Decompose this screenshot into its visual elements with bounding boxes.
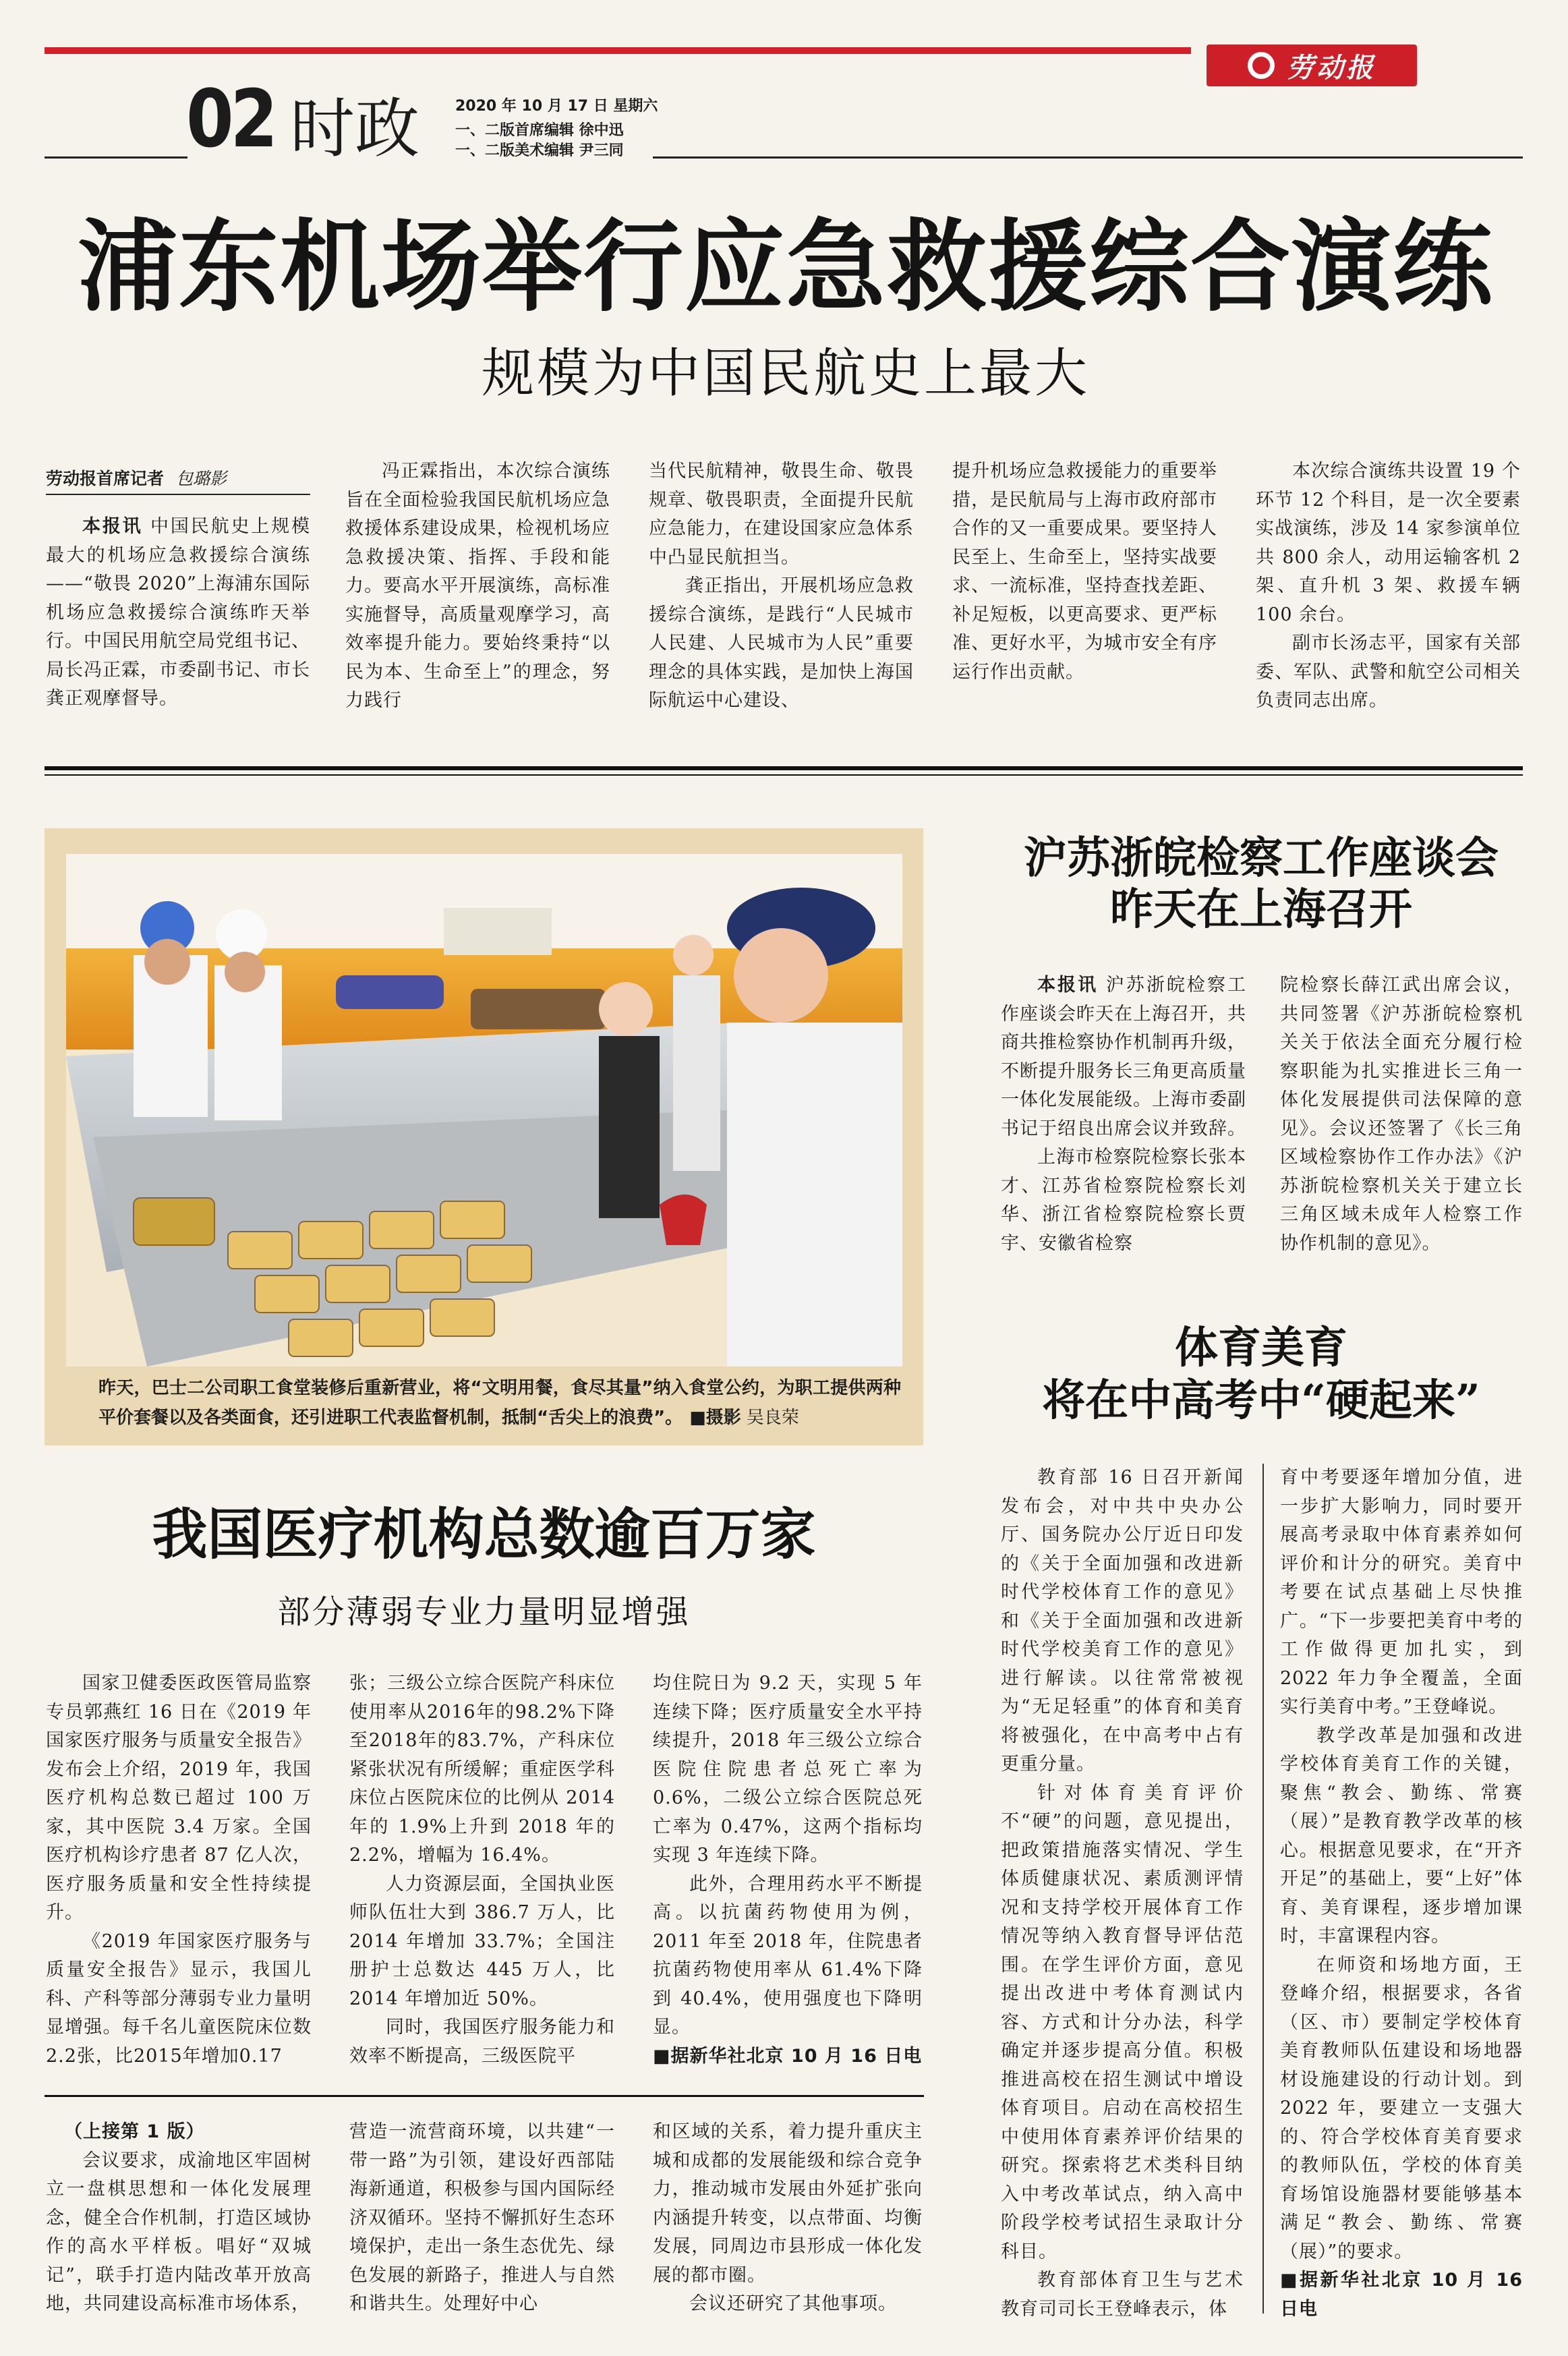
photo-caption xyxy=(98,1373,901,1433)
editor-line-1: 一、二版首席编辑 徐中迅 xyxy=(455,122,624,139)
article5-col3-para2: 会议还研究了其他事项。 xyxy=(689,2293,897,2314)
article2-col2-text: 院检察长薛江武出席会议，共同签署《沪苏浙皖检察机关关于依法全面充分履行检察职能为扎实推进长三角一体化发展提供司法保障的意见》。会议还签署了《长三角区域检察协作工作办法》《沪苏浙皖检察机关关于建立长三角区域未成年人检察工作协作机制的意见》。 xyxy=(1280,975,1523,1254)
photo-credit-name: 吴良荣 xyxy=(746,1408,799,1428)
article1-col2 xyxy=(345,457,610,716)
article1-subheadline: 规模为中国民航史上最大 xyxy=(481,343,1090,404)
article1-byline xyxy=(46,465,310,495)
article1-col5-para2: 副市长汤志平，国家有关部委、军队、武警和航空公司相关负责同志出席。 xyxy=(1256,633,1521,711)
article5-continued-label: （上接第 1 版） xyxy=(64,2121,205,2142)
article1-col3 xyxy=(649,457,914,716)
article4-col1-para2: 针对体育美育评价不“硬”的问题，意见提出，把政策措施落实情况、学生体质健康状况、素质测评情况和支持学校开展体育工作情况等纳入教育督导评估范围。在学生评价方面，意见提出改进中考体育测试内容、方式和计分办法，科学确定并逐步提高分值。积极推进高校在招生测试中增设体育项目。启动在高校招生中使用体育素养评价结果的研究。探索将艺术类科目纳入中考改革试点，纳入高中阶段学校考试招生录取计分科目。 xyxy=(1001,1782,1244,2262)
article1-col5-para1: 本次综合演练共设置 19 个环节 12 个科目，是一次全要素实战演练，涉及 14 家参演单位共 800 余人，动用运输客机 2 架、直升机 3 架、救援车辆 100 余台。 xyxy=(1256,461,1521,625)
newspaper-logo xyxy=(1207,45,1417,86)
canteen-photo xyxy=(66,854,902,1367)
article1-col1 xyxy=(46,513,310,714)
article3-signature: ■据新华社北京 10 月 16 日电 xyxy=(653,2045,923,2067)
page-number: 02 xyxy=(186,72,274,165)
article2-headline-1: 沪苏浙皖检察工作座谈会 xyxy=(1024,833,1499,884)
article1-col4-text: 提升机场应急救援能力的重要举措，是民航局与上海市政府部市合作的又一重要成果。要坚持人民至上、生命至上，坚持实战要求、一流标准，坚持查找差距、补足短板，以更高要求、更严标准、更好水平，为城市安全有序运行作出贡献。 xyxy=(952,461,1217,683)
article2-headline-2: 昨天在上海召开 xyxy=(1110,884,1412,935)
byline-name: 包璐影 xyxy=(175,469,227,488)
article4-col1 xyxy=(1001,1464,1244,2324)
article4-col2-para3: 在师资和场地方面，王登峰介绍，根据要求，各省（区、市）要制定学校体育美育教师队伍建设和场地器材设施建设的行动计划。到 2022 年，要建立一支强大的、符合学校体育美育要求的教师队伍，学校的体育美育场馆设施器材要能够基本满足“教会、勤练、常赛（展）”的要求。 xyxy=(1280,1954,1523,2262)
issue-date: 2020 年 10 月 17 日 星期六 xyxy=(455,98,658,115)
article3-col2-para1: 张；三级公立综合医院产科床位使用率从2016年的98.2%下降至2018年的83.7%，产科床位紧张状况有所缓解；重症医学科床位占医院床位的比例从 2014 年的 1.9%上升到 2018 年的 2.2%，增幅为 16.4%。 xyxy=(349,1673,615,1866)
article3-col1-para1: 国家卫健委医政医管局监察专员郭燕红 16 日在《2019 年国家医疗服务与质量安全报告》发布会上介绍，2019 年，我国医疗机构总数已超过 100 万家，其中医院 3.4 万家。全国医疗机构诊疗患者 87 亿人次，医疗服务质量和安全性持续提升。 xyxy=(46,1673,312,1923)
article4-col2 xyxy=(1280,1464,1523,2324)
article3-col2 xyxy=(349,1669,615,2071)
article5-col3-para1: 和区域的关系，着力提升重庆主城和成都的发展能级和综合竞争力，推动城市发展由外延扩张向内涵提升转变，以点带面、均衡发展，同周边市县形成一体化发展的都市圈。 xyxy=(653,2121,923,2286)
article1-col3-para2: 龚正指出，开展机场应急救援综合演练，是践行“人民城市人民建、人民城市为人民”重要理念的具体实践，是加快上海国际航运中心建设、 xyxy=(649,575,914,711)
article4-signature: ■据新华社北京 10 月 16 日电 xyxy=(1280,2270,1523,2320)
article5-col2 xyxy=(349,2118,615,2319)
caption-text: 昨天，巴士二公司职工食堂装修后重新营业，将“文明用餐，食尽其量”纳入食堂公约，为职工提供两种平价套餐以及各类面食，还引进职工代表监督机制，抵制“舌尖上的浪费”。 xyxy=(98,1378,901,1428)
article4-column-rule xyxy=(1262,1464,1264,2314)
article5-col2-text: 营造一流营商环境，以共建“一带一路”为引领，建设好西部陆海新通道，积极参与国内国际经济双循环。坚持不懈抓好生态环境保护，走出一条生态优先、绿色发展的新路子，推进人与自然和谐共生。处理好中心 xyxy=(349,2121,615,2314)
article4-col1-para3: 教育部体育卫生与艺术教育司司长王登峰表示，体 xyxy=(1001,2270,1244,2320)
byline-label: 劳动报首席记者 xyxy=(46,469,165,488)
article3-col1 xyxy=(46,1669,312,2071)
article1-lead: 本报讯 xyxy=(82,516,143,537)
article3-col2-para3: 同时，我国医疗服务能力和效率不断提高，三级医院平 xyxy=(349,2017,615,2067)
section-divider-thick xyxy=(45,766,1523,770)
article3-col3-para2: 此外，合理用药水平不断提高。以抗菌药物使用为例，2011 年至 2018 年，住院患者抗菌药物使用率从 61.4%下降到 40.4%，使用强度也下降明显。 xyxy=(653,1873,923,2038)
logo-emblem-icon xyxy=(1248,52,1275,79)
section-name: 时政 xyxy=(290,91,419,167)
article5-col3 xyxy=(653,2118,923,2319)
logo-text: 劳动报 xyxy=(1287,51,1376,84)
article4-headline-2: 将在中高考中“硬起来” xyxy=(1042,1375,1480,1426)
article3-col1-para2: 《2019 年国家医疗服务与质量安全报告》显示，我国儿科、产科等部分薄弱专业力量明显增强。每千名儿童医院床位数2.2张，比2015年增加0.17 xyxy=(46,1930,312,2067)
article5-col1-text: 会议要求，成渝地区牢固树立一盘棋思想和一体化发展理念，健全合作机制，打造区域协作的高水平样板。唱好“双城记”，联手打造内陆改革开放高地，共同建设高标准市场体系， xyxy=(46,2150,312,2314)
article2-col1-para2: 上海市检察院检察长张本才、江苏省检察院检察长刘华、浙江省检察院检察长贾宇、安徽省检察 xyxy=(1001,1147,1246,1254)
section-divider-thin xyxy=(45,774,1523,776)
top-red-rule xyxy=(45,47,1191,54)
header-left-rule xyxy=(45,156,187,159)
article1-col3-para1: 当代民航精神，敬畏生命、敬畏规章、敬畏职责，全面提升民航应急能力，在建设国家应急体系中凸显民航担当。 xyxy=(649,461,914,568)
photo-credit-label: ■摄影 xyxy=(689,1408,741,1428)
article2-lead: 本报讯 xyxy=(1037,975,1099,996)
article4-col2-para2: 教学改革是加强和改进学校体育美育工作的关键，聚焦“教会、勤练、常赛（展）”是教育教学改革的核心。根据意见要求，在“开齐开足”的基础上，要“上好”体育、美育课程，逐步增加课时，丰富课程内容。 xyxy=(1280,1725,1523,1947)
editor-line-2: 一、二版美术编辑 尹三同 xyxy=(455,142,624,159)
article5-col1 xyxy=(46,2118,312,2319)
article2-col1-text: 沪苏浙皖检察工作座谈会昨天在上海召开，共商共推检察协作机制再升级，不断提升服务长三角更高质量一体化发展能级。上海市委副书记于绍良出席会议并致辞。 xyxy=(1001,975,1246,1139)
article3-headline: 我国医疗机构总数逾百万家 xyxy=(152,1502,816,1567)
article4-col1-para1: 教育部 16 日召开新闻发布会，对中共中央办公厅、国务院办公厅近日印发的《关于全面加强和改进新时代学校体育工作的意见》和《关于全面加强和改进新时代学校美育工作的意见》进行解读。以往常常被视为“无足轻重”的体育和美育将被强化，在中高考中占有更重分量。 xyxy=(1001,1467,1244,1775)
article1-col2-text: 冯正霖指出，本次综合演练旨在全面检验我国民航机场应急救援体系建设成果，检视机场应急救援决策、指挥、手段和能力。要高水平开展演练，高标准实施督导，高质量观摩学习，高效率提升能力。要始终秉持“以民为本、生命至上”的理念，努力践行 xyxy=(345,461,610,711)
article3-col2-para2: 人力资源层面，全国执业医师队伍壮大到 386.7 万人，比 2014 年增加 33.7%；全国注册护士总数达 445 万人，比 2014 年增加近 50%。 xyxy=(349,1873,615,2009)
article1-col1-text: 中国民航史上规模最大的机场应急救援综合演练——“敬畏 2020”上海浦东国际机场应急救援综合演练昨天举行。中国民用航空局党组书记、局长冯正霖，市委副书记、市长龚正观摩督导。 xyxy=(46,516,311,709)
article3-col3 xyxy=(653,1669,923,2071)
article3-col3-para1: 均住院日为 9.2 天，实现 5 年连续下降；医疗质量安全水平持续提升，2018 年三级公立综合医院住院患者总死亡率为 0.6%，二级公立综合医院总死亡率为 0.47%，这两个指标均实现 3 年连续下降。 xyxy=(653,1673,923,1866)
article4-col2-para1: 育中考要逐年增加分值，进一步扩大影响力，同时要开展高考录取中体育素养如何评价和计分的研究。美育中考要在试点基础上尽快推广。“下一步要把美育中考的工作做得更加扎实，到 2022 年力争全覆盖，全面实行美育中考。”王登峰说。 xyxy=(1280,1467,1523,1717)
article1-headline: 浦东机场举行应急救援综合演练 xyxy=(78,208,1494,325)
header-right-rule xyxy=(653,156,1523,159)
lower-divider xyxy=(45,2095,924,2097)
article3-subheadline: 部分薄弱专业力量明显增强 xyxy=(277,1593,691,1631)
article1-col4 xyxy=(952,457,1217,687)
article1-col5 xyxy=(1256,457,1521,716)
article2-col2 xyxy=(1280,971,1523,1258)
photo-box xyxy=(45,828,923,1445)
article2-col1 xyxy=(1001,971,1246,1258)
article4-headline-1: 体育美育 xyxy=(1175,1323,1347,1373)
